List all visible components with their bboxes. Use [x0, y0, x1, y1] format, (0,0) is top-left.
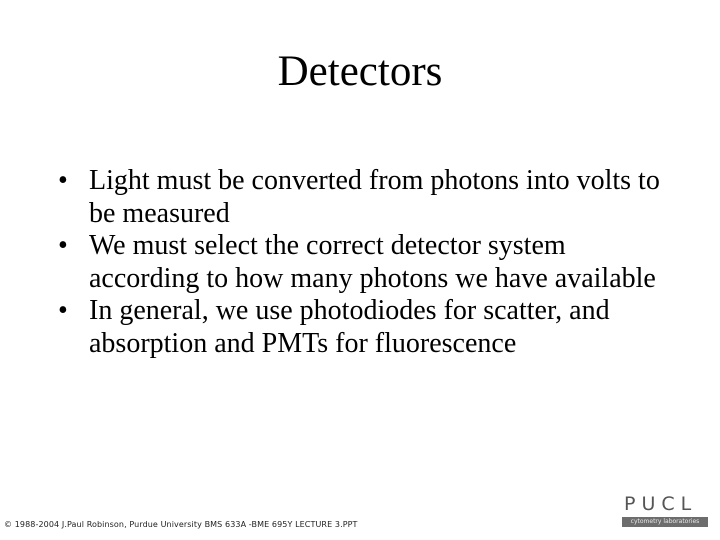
bullet-list [58, 165, 678, 360]
logo-letters: PUCL [624, 493, 698, 515]
slide-title: Detectors [277, 48, 443, 95]
bullet-item [58, 295, 678, 360]
bullet-item [58, 165, 678, 230]
bullet-marker: • [58, 165, 68, 196]
bullet-item [58, 230, 678, 295]
footer-copyright: © 1988-2004 J.Paul Robinson, Purdue University BMS 633A -BME 695Y LECTURE 3.PPT [4, 520, 358, 529]
bullet-marker: • [58, 230, 68, 261]
pucl-logo [622, 492, 708, 534]
logo-tagline: cytometry laboratories [622, 517, 708, 527]
bullet-text: We must select the correct detector system according to how many photons we have available [89, 230, 656, 294]
bullet-marker: • [58, 295, 68, 326]
bullet-text: In general, we use photodiodes for scatter, and absorption and PMTs for fluorescence [89, 295, 610, 359]
bullet-text: Light must be converted from photons into volts to be measured [89, 165, 660, 229]
